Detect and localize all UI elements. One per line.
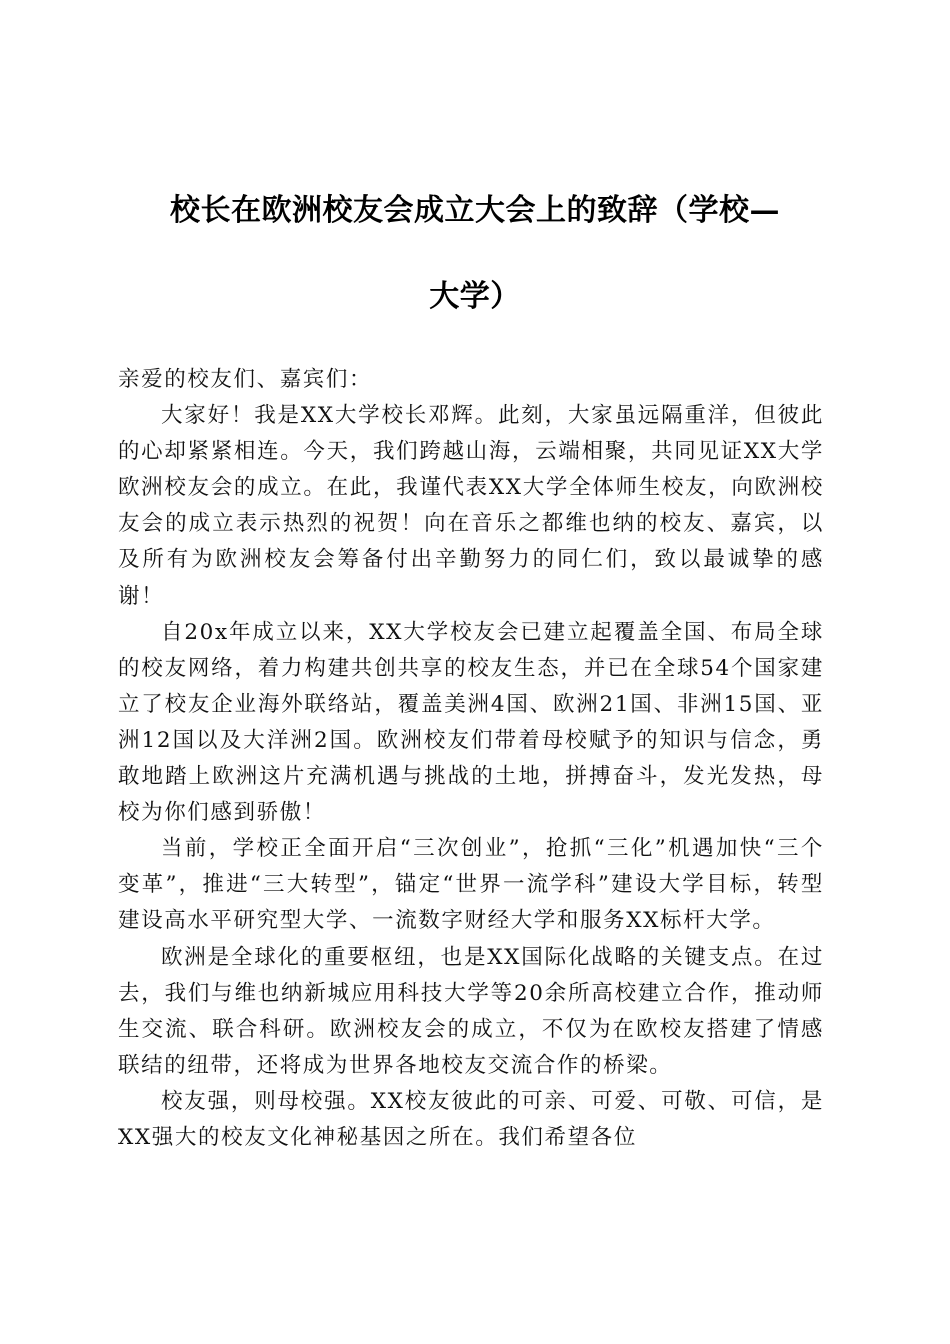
title-line-1: 校长在欧洲校友会成立大会上的致辞（学校—: [170, 193, 780, 228]
salutation: 亲爱的校友们、嘉宾们：: [118, 367, 373, 392]
paragraph-alumni-network: 自20x年成立以来，XX大学校友会已建立起覆盖全国、布局全球的校友网络，着力构建共创共享的校友生态，并已在全球54个国家建立了校友企业海外联络站，覆盖美洲4国、欧洲21国、非洲15国、亚洲12国以及大洋洲2国。欧洲校友们带着母校赋予的知识与信念，勇敢地踏上欧洲这片充满机遇与挑战的土地，拼搏奋斗，发光发热，母校为你们感到骄傲！: [118, 619, 824, 826]
document-title: [110, 168, 840, 340]
paragraph-school-strategy: 当前，学校正全面开启“三次创业”，抢抓“三化”机遇加快“三个变革”，推进“三大转型”，锚定“世界一流学科”建设大学目标，转型建设高水平研究型大学、一流数字财经大学和服务XX标杆大学。: [118, 836, 824, 934]
paragraph-greeting: 大家好！我是XX大学校长邓辉。此刻，大家虽远隔重洋，但彼此的心却紧紧相连。今天，我们跨越山海，云端相聚，共同见证XX大学欧洲校友会的成立。在此，我谨代表XX大学全体师生校友，向欧洲校友会的成立表示热烈的祝贺！向在音乐之都维也纳的校友、嘉宾，以及所有为欧洲校友会筹备付出辛勤努力的同仁们，致以最诚挚的感谢！: [118, 403, 824, 609]
document-body: [118, 362, 824, 1156]
paragraph-alumni-strength: 校友强，则母校强。XX校友彼此的可亲、可爱、可敬、可信，是XX强大的校友文化神秘基因之所在。我们希望各位: [118, 1088, 824, 1150]
paragraph-europe-hub: 欧洲是全球化的重要枢纽，也是XX国际化战略的关键支点。在过去，我们与维也纳新城应用科技大学等20余所高校建立合作，推动师生交流、联合科研。欧洲校友会的成立，不仅为在欧校友搭建了情感联结的纽带，还将成为世界各地校友交流合作的桥梁。: [118, 944, 824, 1078]
title-line-2: 大学）: [429, 279, 521, 314]
